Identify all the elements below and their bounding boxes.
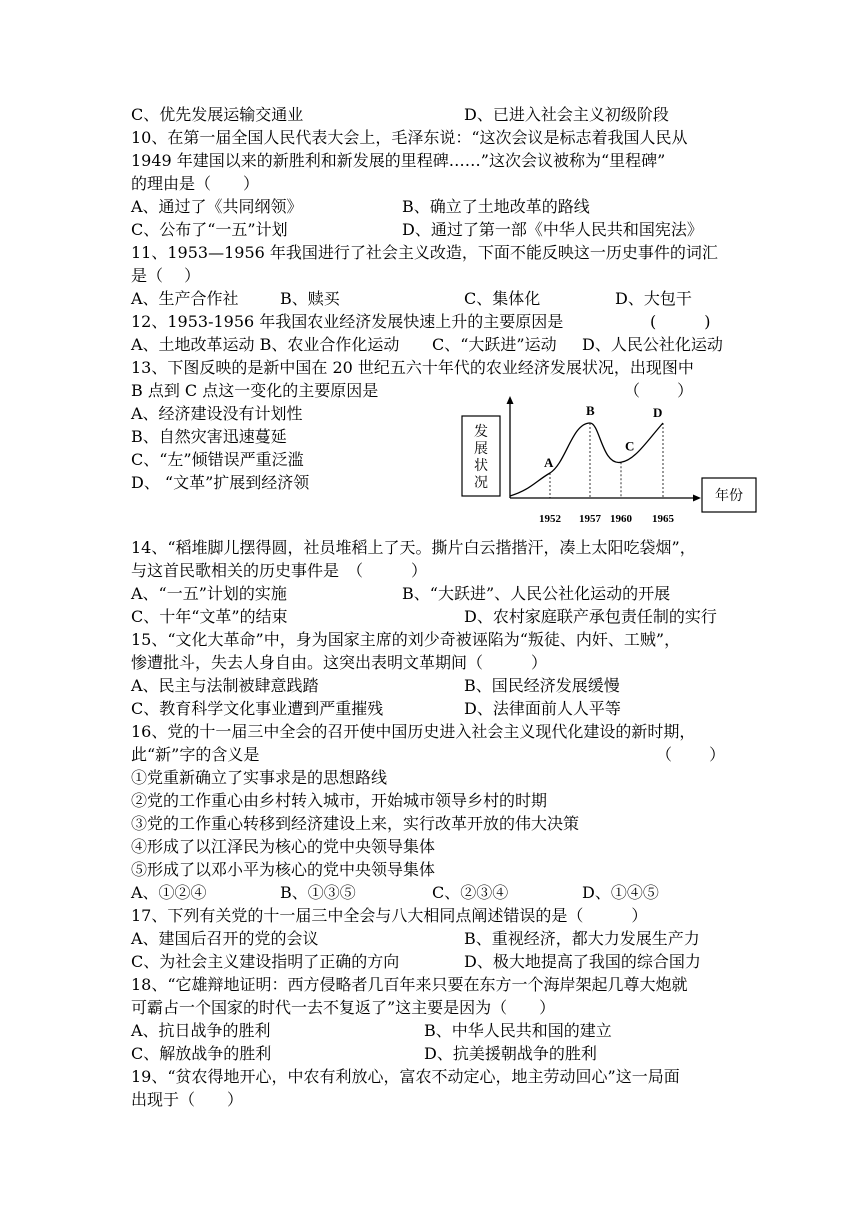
q13-option-d: D、 “文革”扩展到经济领 [131,473,310,492]
q16-option-d: D、①④⑤ [582,883,659,902]
q15-stem-line2: 惨遭批斗，失去人身自由。这突出表明文革期间（ ） [131,653,548,672]
q12-option-c: C、“大跃进”运动 [432,335,557,354]
q16-statement-5: ⑤形成了以邓小平为核心的党中央领导集体 [131,860,436,879]
q10-stem-line1: 10、在第一届全国人民代表大会上，毛泽东说：“这次会议是标志着我国人民从 [131,128,688,147]
q14-option-d: D、农村家庭联产承包责任制的实行 [464,607,717,626]
point-label-c: C [625,438,635,454]
q10-option-d: D、通过了第一部《中华人民共和国宪法》 [402,220,703,239]
q19-stem-line2: 出现于（ ） [131,1090,244,1109]
q18-option-a: A、抗日战争的胜利 [131,1021,271,1040]
q9-option-c: C、优先发展运输交通业 [131,105,304,124]
q13-option-b: B、自然灾害迅速蔓延 [131,427,287,446]
development-curve [510,423,663,496]
q17-option-a: A、建国后召开的党的会议 [131,929,319,948]
q13-option-c: C、“左”倾错误严重泛滥 [131,450,304,469]
q18-stem-line1: 18、“它雄辩地证明：西方侵略者几百年来只要在东方一个海岸架起几尊大炮就 [131,975,688,994]
point-label-b: B [586,403,595,418]
q11-option-b: B、赎买 [280,289,340,308]
q17-stem: 17、下列有关党的十一届三中全会与八大相同点阐述错误的是（ ） [131,906,648,925]
q11-option-a: A、生产合作社 [131,289,239,308]
q13-stem-line2: B 点到 C 点这一变化的主要原因是 [131,381,379,400]
q16-statement-3: ③党的工作重心转移到经济建设上来，实行改革开放的伟大决策 [131,814,580,833]
q14-option-b: B、“大跃进”、人民公社化运动的开展 [402,584,671,603]
q13-option-a: A、经济建设没有计划性 [131,404,303,423]
q13-answer-blank: （ ） [624,381,694,400]
q10-option-b: B、确立了土地改革的路线 [402,197,590,216]
q19-stem-line1: 19、“贫农得地开心，中农有利放心，富农不动定心，地主劳动回心”这一局面 [131,1067,680,1086]
q14-stem-line1: 14、“稻堆脚儿摆得圆，社员堆稻上了天。撕片白云揩揩汗，凑上太阳吃袋烟”， [131,538,696,557]
q15-option-c: C、教育科学文化事业遭到严重摧残 [131,699,384,718]
q10-option-a: A、通过了《共同纲领》 [131,197,303,216]
q12-answer-blank: ( ) [650,312,711,331]
q15-stem-line1: 15、“文化大革命”中，身为国家主席的刘少奇被诬陷为“叛徒、内奸、工贼”， [131,630,681,649]
q9-option-d: D、已进入社会主义初级阶段 [464,105,669,124]
q14-option-a: A、“一五”计划的实施 [131,584,287,603]
q18-option-c: C、解放战争的胜利 [131,1044,272,1063]
y-axis-label: 发展状况 [474,425,488,491]
q10-stem-line2: 1949 年建国以来的新胜利和新发展的里程碑……”这次会议被称为“里程碑” [131,151,666,170]
x-axis-arrow [693,495,701,502]
q13-stem-line1: 13、下图反映的是新中国在 20 世纪五六十年代的农业经济发展状况，出现图中 [131,358,694,377]
q16-stem-line1: 16、党的十一届三中全会的召开使中国历史进入社会主义现代化建设的新时期， [131,722,696,741]
q16-option-c: C、②③④ [432,883,509,902]
q11-stem-line2: 是（ ） [131,266,201,285]
q17-option-b: B、重视经济，都大力发展生产力 [464,929,700,948]
q10-stem-line3: 的理由是（ ） [131,174,260,193]
q18-option-b: B、中华人民共和国的建立 [424,1021,612,1040]
q18-stem-line2: 可霸占一个国家的时代一去不复返了”这主要是因为（ ） [131,998,556,1017]
x-tick-1960: 1960 [610,513,632,525]
q15-option-a: A、民主与法制被肆意践踏 [131,676,319,695]
q15-option-d: D、法律面前人人平等 [464,699,621,718]
q12-option-d: D、人民公社化运动 [582,335,723,354]
agriculture-development-chart [458,394,760,530]
q10-option-c: C、公布了“一五”计划 [131,220,288,239]
q16-answer-blank: （ ） [656,745,726,764]
x-tick-1965: 1965 [652,513,674,525]
y-axis-arrow [507,396,514,404]
q12-option-ab: A、土地改革运动 B、农业合作化运动 [131,335,400,354]
q11-option-c: C、集体化 [464,289,541,308]
q16-statement-1: ①党重新确立了实事求是的思想路线 [131,768,388,787]
q16-option-a: A、①②④ [131,883,207,902]
x-tick-1957: 1957 [579,513,601,525]
q16-statement-2: ②党的工作重心由乡村转入城市，开始城市领导乡村的时期 [131,791,548,810]
q18-option-d: D、抗美援朝战争的胜利 [424,1044,597,1063]
point-label-d: D [653,405,663,420]
q14-option-c: C、十年“文革”的结束 [131,607,288,626]
q17-option-d: D、极大地提高了我国的综合国力 [464,952,701,971]
q17-option-c: C、为社会主义建设指明了正确的方向 [131,952,400,971]
q11-option-d: D、大包干 [615,289,692,308]
q16-stem-line2: 此“新”字的含义是 [131,745,260,764]
x-tick-1952: 1952 [539,513,561,525]
q16-statement-4: ④形成了以江泽民为核心的党中央领导集体 [131,837,436,856]
q12-stem: 12、1953-1956 年我国农业经济发展快速上升的主要原因是 [131,312,564,331]
q16-option-b: B、①③⑤ [280,883,356,902]
point-label-a: A [544,455,554,470]
q15-option-b: B、国民经济发展缓慢 [464,676,620,695]
q14-stem-line2: 与这首民歌相关的历史事件是 （ ） [131,561,428,580]
x-axis-label: 年份 [715,489,743,504]
q11-stem-line1: 11、1953—1956 年我国进行了社会主义改造，下面不能反映这一历史事件的词汇 [131,243,718,262]
